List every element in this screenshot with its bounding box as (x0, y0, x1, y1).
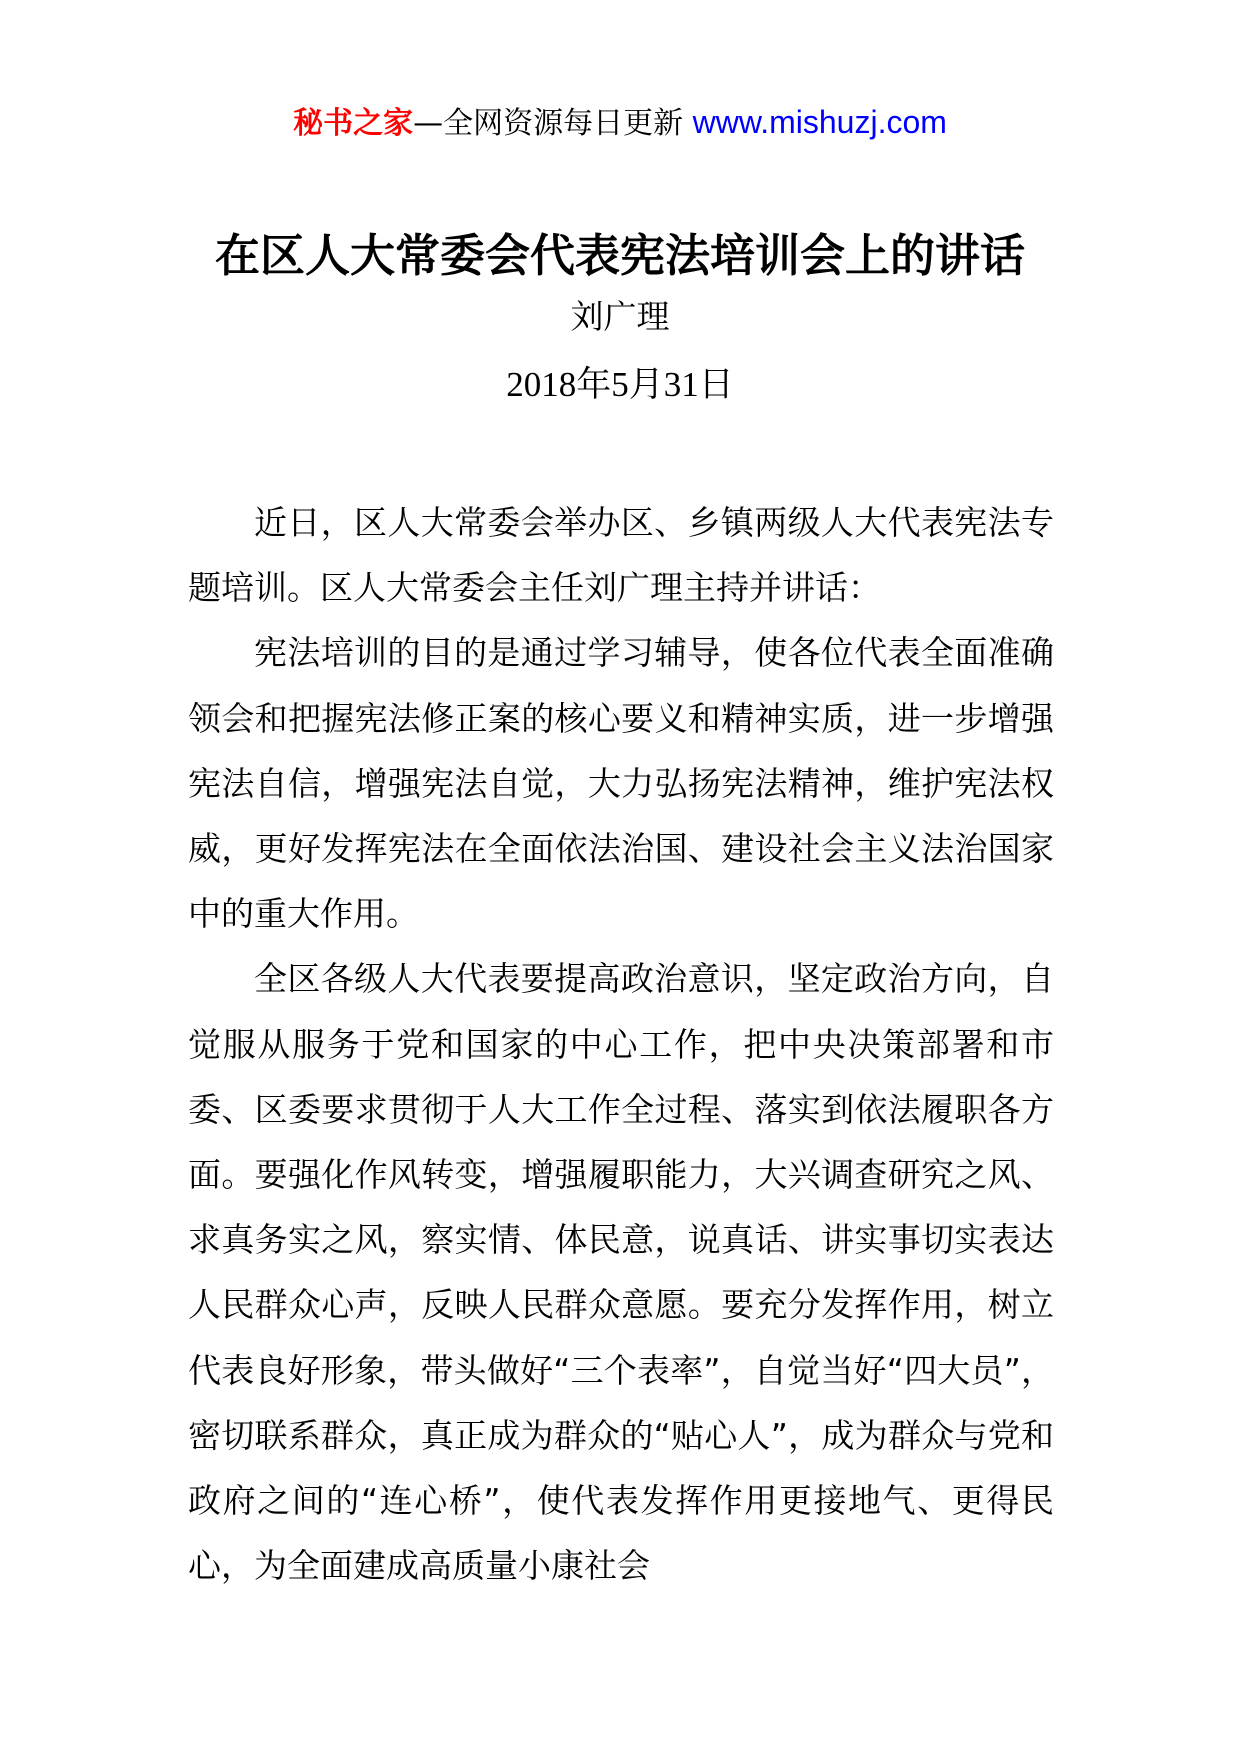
document-title: 在区人大常委会代表宪法培训会上的讲话 (214, 229, 1025, 282)
paragraph-3: 全区各级人大代表要提高政治意识，坚定政治方向，自觉服从服务于党和国家的中心工作，把中央决策部署和市委、区委要求贯彻于人大工作全过程、落实到依法履职各方面。要强化作风转变，增强履职能力，大兴调查研究之风、求真务实之风，察实情、体民意，说真话、讲实事切实表达人民群众心声，反映人民群众意愿。要充分发挥作用，树立代表良好形象，带头做好“三个表率”，自觉当好“四大员”，密切联系群众，真正成为群众的“贴心人”，成为群众与党和政府之间的“连心桥”，使代表发挥作用更接地气、更得民心，为全面建成高质量小康社会 (188, 959, 1054, 1586)
site-header (0, 100, 1240, 146)
site-brand: 秘书之家 (293, 106, 414, 141)
site-url-link[interactable]: www.mishuzj.com (692, 104, 947, 140)
site-tagline: —全网资源每日更新 (413, 106, 684, 141)
document-author: 刘广理 (570, 297, 670, 336)
paragraph-1: 近日，区人大常委会举办区、乡镇两级人大代表宪法专题培训。区人大常委会主任刘广理主持并讲话： (188, 503, 1054, 608)
paragraph-2: 宪法培训的目的是通过学习辅导，使各位代表全面准确领会和把握宪法修正案的核心要义和精神实质，进一步增强宪法自信，增强宪法自觉，大力弘扬宪法精神，维护宪法权威，更好发挥宪法在全面依法治国、建设社会主义法治国家中的重大作用。 (188, 633, 1054, 934)
document-body (188, 490, 1054, 1598)
document-date: 2018年5月31日 (506, 365, 734, 404)
